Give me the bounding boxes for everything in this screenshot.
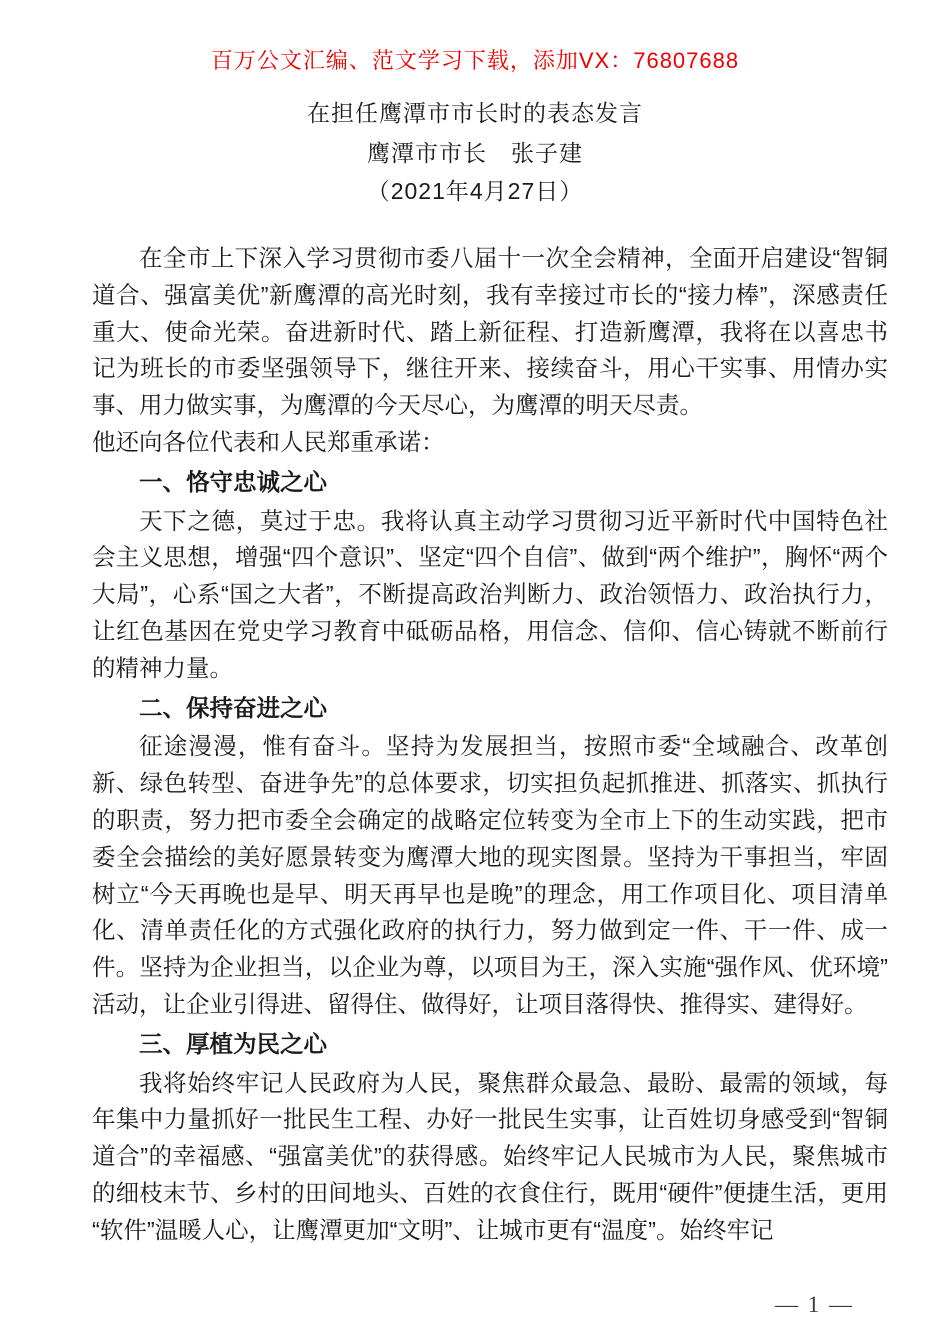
body-paragraph: 征途漫漫，惟有奋斗。坚持为发展担当，按照市委“全域融合、改革创新、绿色转型、奋进争先”的总体要求，切实担负起抓推进、抓落实、抓执行的职责，努力把市委全会确定的战略定位转变为全市上下的生动实践，把市委全会描绘的美好愿景转变为鹰潭大地的现实图景。坚持为干事担当，牢固树立“今天再晚也是早、明天再早也是晚”的理念，用工作项目化、项目清单化、清单责任化的方式强化政府的执行力，努力做到定一件、干一件、成一件。坚持为企业担当，以企业为尊，以项目为王，深入实施“强作风、优环境”活动，让企业引得进、留得住、做得好，让项目落得快、推得实、建得好。 xyxy=(92,733,888,1017)
watermark-notice: 百万公文汇编、范文学习下载，添加VX：76807688 xyxy=(210,48,740,73)
page-number: — 1 — xyxy=(775,1292,854,1317)
body-paragraph: 天下之德，莫过于忠。我将认真主动学习贯彻习近平新时代中国特色社会主义思想，增强“四个意识”、坚定“四个自信”、做到“两个维护”，胸怀“两个大局”，心系“国之大者”，不断提高政治判断力、政治领悟力、政治执行力，让红色基因在党史学习教育中砥砺品格，用信念、信仰、信心铸就不断前行的精神力量。 xyxy=(92,507,888,681)
body-paragraph: 在全市上下深入学习贯彻市委八届十一次全会精神，全面开启建设“智铜道合、强富美优”新鹰潭的高光时刻，我有幸接过市长的“接力棒”，深感责任重大、使命光荣。奋进新时代、踏上新征程、打造新鹰潭，我将在以喜忠书记为班长的市委坚强领导下，继往开来、接续奋斗，用心干实事、用情办实事、用力做实事，为鹰潭的今天尽心，为鹰潭的明天尽责。 xyxy=(92,245,888,419)
document-author: 鹰潭市市长 张子建 xyxy=(367,140,583,166)
title-block xyxy=(0,98,950,206)
section-heading: 三、厚植为民之心 xyxy=(139,1030,327,1057)
body-paragraph: 我将始终牢记人民政府为人民，聚焦群众最急、最盼、最需的领域，每年集中力量抓好一批民生工程、办好一批民生实事，让百姓切身感受到“智铜道合”的幸福感、“强富美优”的获得感。始终牢记人民城市为人民，聚焦城市的细枝末节、乡村的田间地头、百姓的衣食住行，既用“硬件”便捷生活，更用“软件”温暖人心，让鹰潭更加“文明”、让城市更有“温度”。始终牢记 xyxy=(92,1069,888,1243)
section-heading: 一、恪守忠诚之心 xyxy=(139,468,327,495)
section-heading: 二、保持奋进之心 xyxy=(139,694,327,721)
body-paragraph: 他还向各位代表和人民郑重承诺： xyxy=(92,428,445,455)
document-body xyxy=(92,240,888,1249)
document-date: （2021年4月27日） xyxy=(366,178,584,204)
document-title: 在担任鹰潭市市长时的表态发言 xyxy=(307,100,643,126)
